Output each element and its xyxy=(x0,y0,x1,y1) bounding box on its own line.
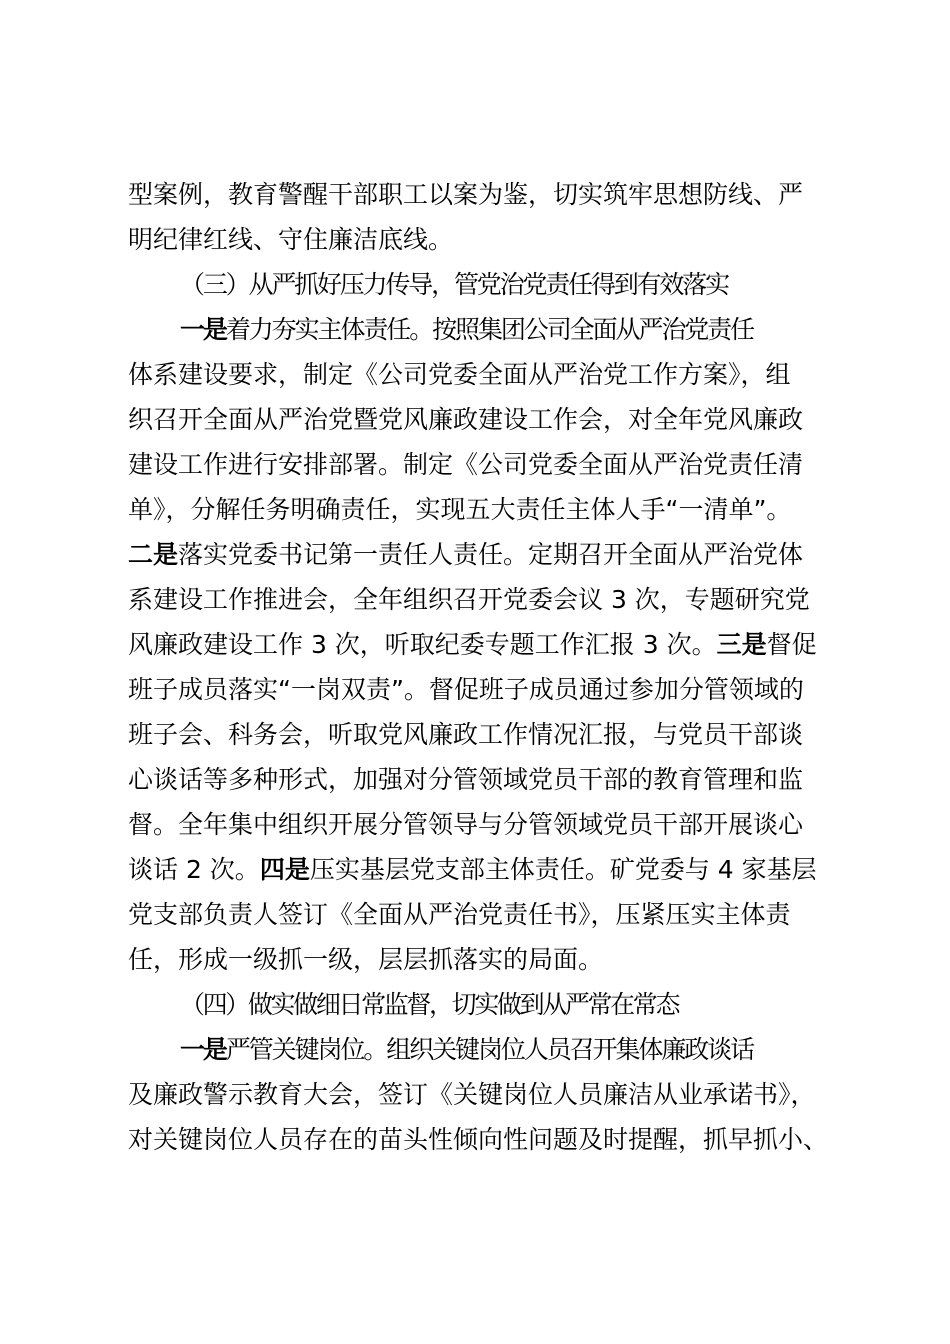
paragraph-line-14: 心谈话等多种形式，加强对分管领域党员干部的教育管理和监 xyxy=(128,765,804,794)
paragraph-line-13: 班子会、科务会，听取党风廉政工作情况汇报，与党员干部谈 xyxy=(128,720,804,749)
paragraph-line-5: 体系建设要求，制定《公司党委全面从严治党工作方案》，组 xyxy=(128,360,791,389)
paragraph-line-22: 对关键岗位人员存在的苗头性倾向性问题及时提醒，抓早抓小、 xyxy=(128,1125,829,1154)
section-heading-3: （三）从严抓好压力传导，管党治党责任得到有效落实 xyxy=(180,270,728,299)
paragraph-line-20: 一是严管关键岗位。组织关键岗位人员召开集体廉政谈话 xyxy=(180,1035,754,1064)
paragraph-line-9: 二是落实党委书记第一责任人责任。定期召开全面从严治党体 xyxy=(128,540,804,569)
paragraph-line-21: 及廉政警示教育大会，签订《关键岗位人员廉洁从业承诺书》， xyxy=(128,1080,816,1109)
paragraph-line-7: 建设工作进行安排部署。制定《公司党委全面从严治党责任清 xyxy=(128,450,804,479)
paragraph-line-15: 督。全年集中组织开展分管领导与分管领域党员干部开展谈心 xyxy=(128,810,804,839)
paragraph-line-2: 明纪律红线、守住廉洁底线。 xyxy=(128,225,454,254)
paragraph-line-4: 一是着力夯实主体责任。按照集团公司全面从严治党责任 xyxy=(180,315,754,344)
paragraph-line-12: 班子成员落实“一岗双责”。督促班子成员通过参加分管领域的 xyxy=(128,675,804,704)
paragraph-line-16: 谈话 2 次。四是压实基层党支部主体责任。矿党委与 4 家基层 xyxy=(128,855,817,884)
paragraph-line-18: 任，形成一级抓一级，层层抓落实的局面。 xyxy=(128,945,604,974)
paragraph-line-1: 型案例，教育警醒干部职工以案为鉴，切实筑牢思想防线、严 xyxy=(128,180,804,209)
paragraph-line-8: 单》，分解任务明确责任，实现五大责任主体人手“一清单”。 xyxy=(128,495,792,524)
paragraph-line-6: 织召开全面从严治党暨党风廉政建设工作会，对全年党风廉政 xyxy=(128,405,804,434)
paragraph-line-10: 系建设工作推进会，全年组织召开党委会议 3 次，专题研究党 xyxy=(128,585,810,614)
section-heading-19: （四）做实做细日常监督，切实做到从严常在常态 xyxy=(180,990,679,1019)
paragraph-line-17: 党支部负责人签订《全面从严治党责任书》，压紧压实主体责 xyxy=(128,900,791,929)
paragraph-line-11: 风廉政建设工作 3 次，听取纪委专题工作汇报 3 次。三是督促 xyxy=(128,630,817,659)
